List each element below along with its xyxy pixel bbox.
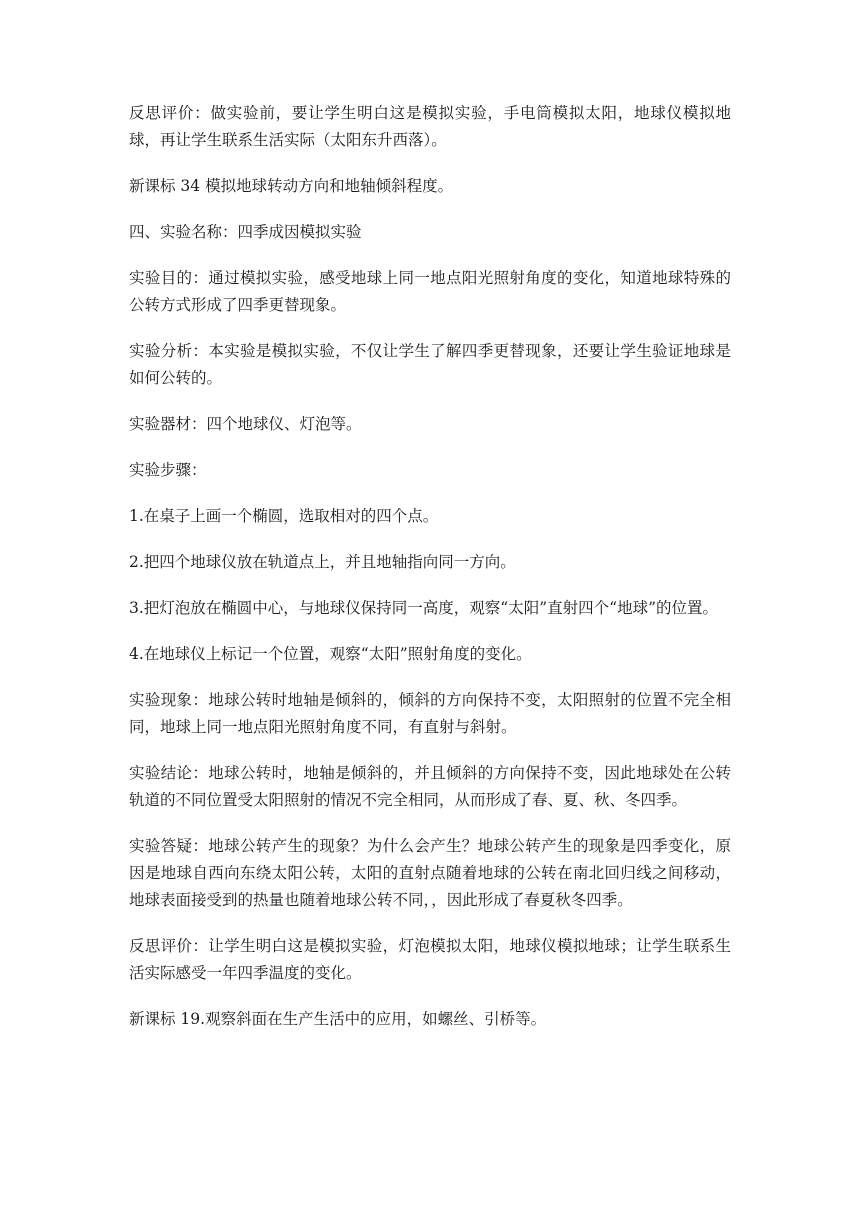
paragraph-experiment-qa: 实验答疑：地球公转产生的现象？为什么会产生？地球公转产生的现象是四季变化，原因是地球自西向东绕太阳公转，太阳的直射点随着地球的公转在南北回归线之间移动，地球表面接受到的热量也随着地球公转不同，，因此形成了春夏秋冬四季。	[129, 837, 731, 909]
paragraph-experiment-purpose: 实验目的：通过模拟实验，感受地球上同一地点阳光照射角度的变化，知道地球特殊的公转方式形成了四季更替现象。	[129, 269, 731, 314]
paragraph-reflection-flashlight: 反思评价：做实验前，要让学生明白这是模拟实验，手电筒模拟太阳，地球仪模拟地球，再让学生联系生活实际（太阳东升西落）。	[129, 104, 731, 149]
document-body	[129, 100, 731, 1052]
paragraph-experiment-analysis: 实验分析：本实验是模拟实验，不仅让学生了解四季更替现象，还要让学生验证地球是如何公转的。	[129, 342, 731, 387]
paragraph-experiment-steps-heading: 实验步骤：	[129, 461, 207, 479]
paragraph-step-3: 3.把灯泡放在椭圆中心，与地球仪保持同一高度，观察“太阳”直射四个“地球”的位置。	[129, 599, 718, 617]
paragraph-step-1: 1.在桌子上画一个椭圆，选取相对的四个点。	[129, 507, 439, 525]
paragraph-experiment-materials: 实验器材：四个地球仪、灯泡等。	[129, 415, 362, 433]
paragraph-experiment-phenomenon: 实验现象：地球公转时地轴是倾斜的，倾斜的方向保持不变，太阳照射的位置不完全相同，地球上同一地点阳光照射角度不同，有直射与斜射。	[129, 691, 731, 736]
paragraph-experiment-conclusion: 实验结论：地球公转时，地轴是倾斜的，并且倾斜的方向保持不变，因此地球处在公转轨道的不同位置受太阳照射的情况不完全相同，从而形成了春、夏、秋、冬四季。	[129, 764, 731, 809]
paragraph-standard-19: 新课标 19.观察斜面在生产生活中的应用，如螺丝、引桥等。	[129, 1010, 547, 1028]
paragraph-standard-34: 新课标 34 模拟地球转动方向和地轴倾斜程度。	[129, 177, 454, 195]
paragraph-reflection-bulb: 反思评价：让学生明白这是模拟实验，灯泡模拟太阳，地球仪模拟地球；让学生联系生活实际感受一年四季温度的变化。	[129, 937, 731, 982]
paragraph-step-4: 4.在地球仪上标记一个位置，观察“太阳”照射角度的变化。	[129, 645, 532, 663]
section-heading-experiment-4: 四、实验名称：四季成因模拟实验	[129, 223, 362, 241]
paragraph-step-2: 2.把四个地球仪放在轨道点上，并且地轴指向同一方向。	[129, 553, 516, 571]
